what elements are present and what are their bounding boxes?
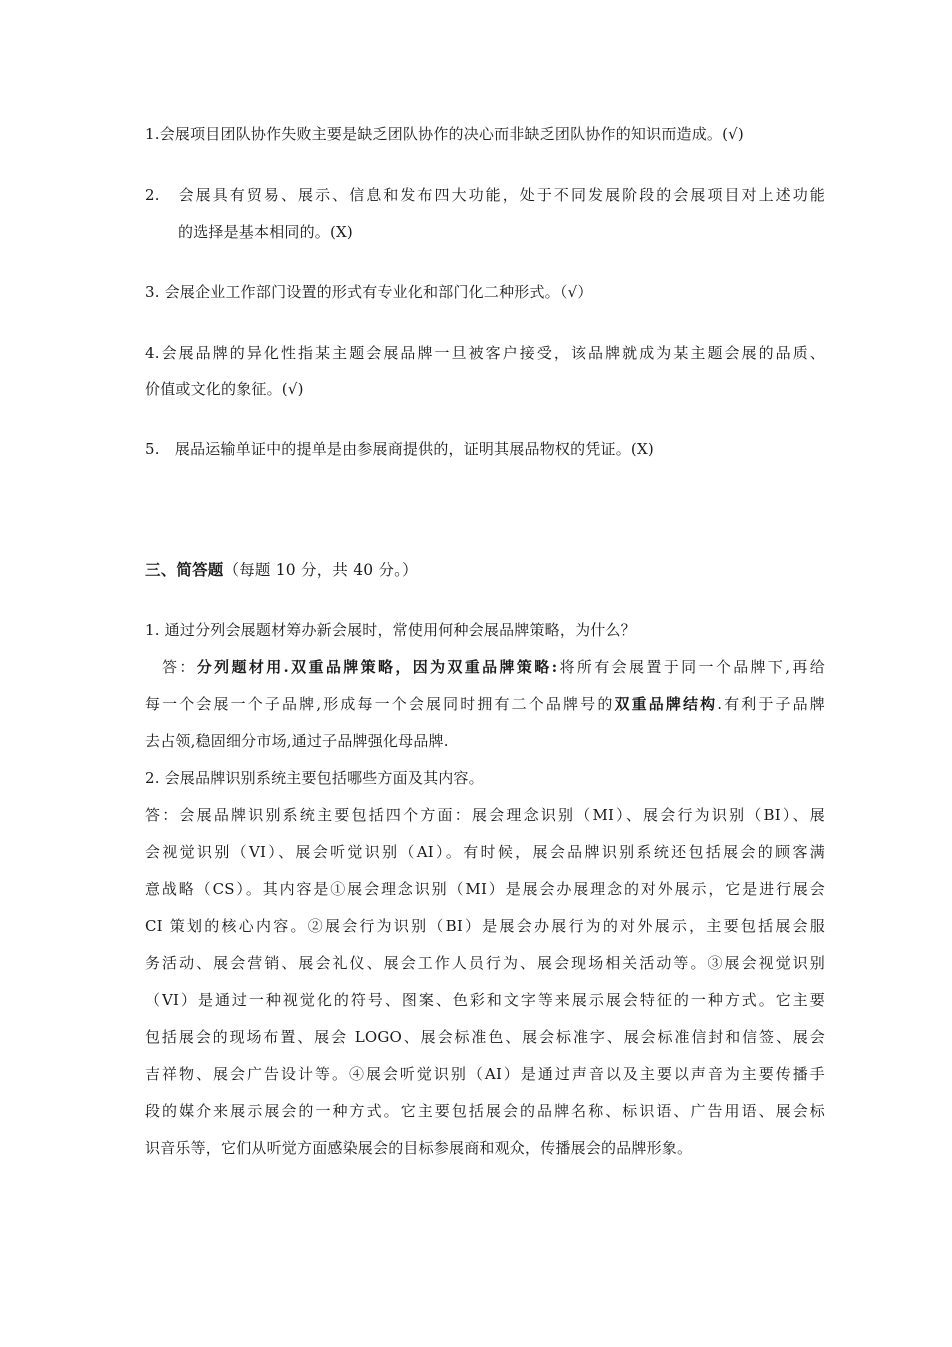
short-answer-2-line-9: 段的媒介来展示展会的一种方式。它主要包括展会的品牌名称、标识语、广告用语、展会标 [145,1102,825,1120]
answer-text-tail: .有利于子品牌 [717,695,826,713]
short-answer-1-line-2 [145,694,825,714]
short-answer-2-line-1: 答：会展品牌识别系统主要包括四个方面：展会理念识别（MI）、展会行为识别（BI）、展 [145,806,825,824]
tf-item-4-line-1: 4.会展品牌的异化性指某主题会展品牌一旦被客户接受，该品牌就成为某主题会展的品质、 [145,344,825,362]
short-answer-question-2: 2. 会展品牌识别系统主要包括哪些方面及其内容。 [145,769,484,787]
short-answer-2-line-6: （VI）是通过一种视觉化的符号、图案、色彩和文字等来展示展会特征的一种方式。它主要 [145,991,825,1009]
short-answer-2-line-2: 会视觉识别（VI）、展会听觉识别（AI）。有时候，展会品牌识别系统还包括展会的顾客满 [145,843,825,861]
tf-item-5: 5. 展品运输单证中的提单是由参展商提供的，证明其展品物权的凭证。(X) [145,440,654,458]
short-answer-question-1: 1. 通过分列会展题材筹办新会展时，常使用何种会展品牌策略，为什么？ [145,621,636,639]
tf-item-4-line-2: 价值或文化的象征。(√) [145,380,304,398]
tf-item-2-line-1: 2. 会展具有贸易、展示、信息和发布四大功能，处于不同发展阶段的会展项目对上述功能 [145,186,825,204]
answer-prefix: 答： [162,658,197,676]
answer-text: 每一个会展一个子品牌,形成每一个会展同时拥有二个品牌号的 [145,695,615,713]
tf-item-2-line-2: 的选择是基本相同的。(X) [178,223,353,241]
short-answer-1-line-3: 去占领,稳固细分市场,通过子品牌强化母品牌. [145,732,449,750]
short-answer-2-line-4: CI 策划的核心内容。②展会行为识别（BI）是展会办展行为的对外展示，主要包括展会服 [145,917,825,935]
short-answer-2-line-5: 务活动、展会营销、展会礼仪、展会工作人员行为、展会现场相关活动等。③展会视觉识别 [145,954,825,972]
short-answer-2-line-10: 识音乐等，它们从听觉方面感染展会的目标参展商和观众，传播展会的品牌形象。 [145,1139,693,1157]
section-heading-title: 三、简答题 [145,560,224,579]
tf-item-1: 1.会展项目团队协作失败主要是缺乏团队协作的决心而非缺乏团队协作的知识而造成。(√) [145,125,744,143]
answer-text: 将所有会展置于同一个品牌下,再给 [557,658,825,676]
short-answer-1-line-1 [162,657,825,677]
short-answer-2-line-8: 吉祥物、展会广告设计等。④展会听觉识别（AI）是通过声音以及主要以声音为主要传播手 [145,1065,825,1083]
section-heading [145,560,825,580]
section-heading-note: （每题 10 分，共 40 分。） [223,561,418,579]
answer-bold-structure: 双重品牌结构 [614,695,718,713]
short-answer-2-line-3: 意战略（CS）。其内容是①展会理念识别（MI）是展会办展理念的对外展示，它是进行展会 [145,880,825,898]
answer-bold-strategy: 分列题材用.双重品牌策略，因为双重品牌策略: [196,658,558,676]
short-answer-2-line-7: 包括展会的现场布置、展会 LOGO、展会标准色、展会标准字、展会标准信封和信签、展会 [145,1028,825,1046]
tf-item-3: 3. 会展企业工作部门设置的形式有专业化和部门化二种形式。（√） [145,283,593,301]
